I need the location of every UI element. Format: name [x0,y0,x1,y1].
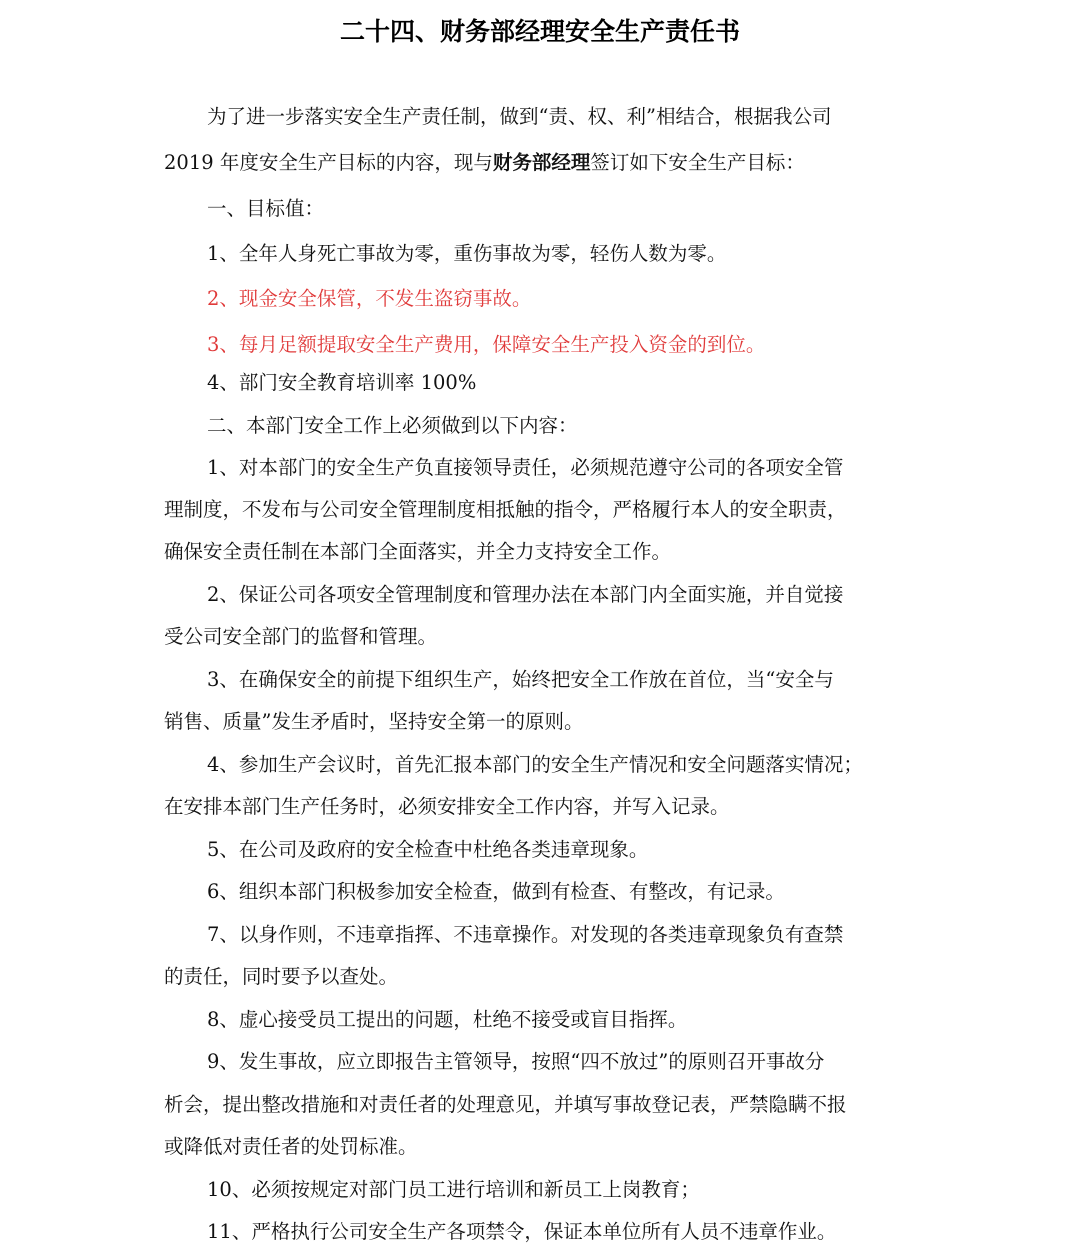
rule-line: 或降低对责任者的处罚标准。 [164,1135,418,1158]
rule-line: 7、以身作则，不违章指挥、不违章操作。对发现的各类违章现象负有查禁 [207,923,844,946]
rule-line: 理制度，不发布与公司安全管理制度相抵触的指令，严格履行本人的安全职责， [164,498,847,521]
rule-line: 10、必须按规定对部门员工进行培训和新员工上岗教育； [207,1178,700,1201]
rule-line: 3、在确保安全的前提下组织生产，始终把安全工作放在首位，当“安全与 [207,668,834,691]
document-title: 二十四、财务部经理安全生产责任书 [339,17,740,46]
rule-line: 4、参加生产会议时，首先汇报本部门的安全生产情况和安全问题落实情况； [207,753,863,776]
target-item: 4、部门安全教育培训率 100% [207,371,477,394]
intro-line-2-post: 签订如下安全生产目标： [590,151,805,174]
rule-line: 6、组织本部门积极参加安全检查，做到有检查、有整改，有记录。 [207,880,785,903]
rule-line: 在安排本部门生产任务时，必须安排安全工作内容，并写入记录。 [164,795,730,818]
rule-line: 确保安全责任制在本部门全面落实，并全力支持安全工作。 [164,540,672,563]
intro-line-2 [164,148,924,178]
intro-bold-role: 财务部经理 [492,151,591,174]
rule-line: 1、对本部门的安全生产负直接领导责任，必须规范遵守公司的各项安全管 [207,456,844,479]
target-item-highlight: 2、现金安全保管，不发生盗窃事故。 [207,287,532,310]
target-item-highlight: 3、每月足额提取安全生产费用，保障安全生产投入资金的到位。 [207,333,766,356]
intro-line-1: 为了进一步落实安全生产责任制，做到“责、权、利”相结合，根据我公司 [207,105,832,128]
section1-heading: 一、目标值： [207,197,325,220]
target-item: 1、全年人身死亡事故为零，重伤事故为零，轻伤人数为零。 [207,242,727,265]
intro-line-2-pre: 2019 年度安全生产目标的内容，现与 [164,151,493,174]
rule-line: 销售、质量”发生矛盾时，坚持安全第一的原则。 [164,710,584,733]
rule-line: 的责任，同时要予以查处。 [164,965,399,988]
rule-line: 受公司安全部门的监督和管理。 [164,625,438,648]
rule-line: 9、发生事故，应立即报告主管领导，按照“四不放过”的原则召开事故分 [207,1050,825,1073]
section2-heading: 二、本部门安全工作上必须做到以下内容： [207,414,578,437]
rule-line: 11、严格执行公司安全生产各项禁令，保证本单位所有人员不违章作业。 [207,1220,837,1243]
rule-line: 2、保证公司各项安全管理制度和管理办法在本部门内全面实施，并自觉接 [207,583,844,606]
rule-line: 5、在公司及政府的安全检查中杜绝各类违章现象。 [207,838,649,861]
rule-line: 8、虚心接受员工提出的问题，杜绝不接受或盲目指挥。 [207,1008,688,1031]
rule-line: 析会，提出整改措施和对责任者的处理意见，并填写事故登记表，严禁隐瞒不报 [164,1093,847,1116]
